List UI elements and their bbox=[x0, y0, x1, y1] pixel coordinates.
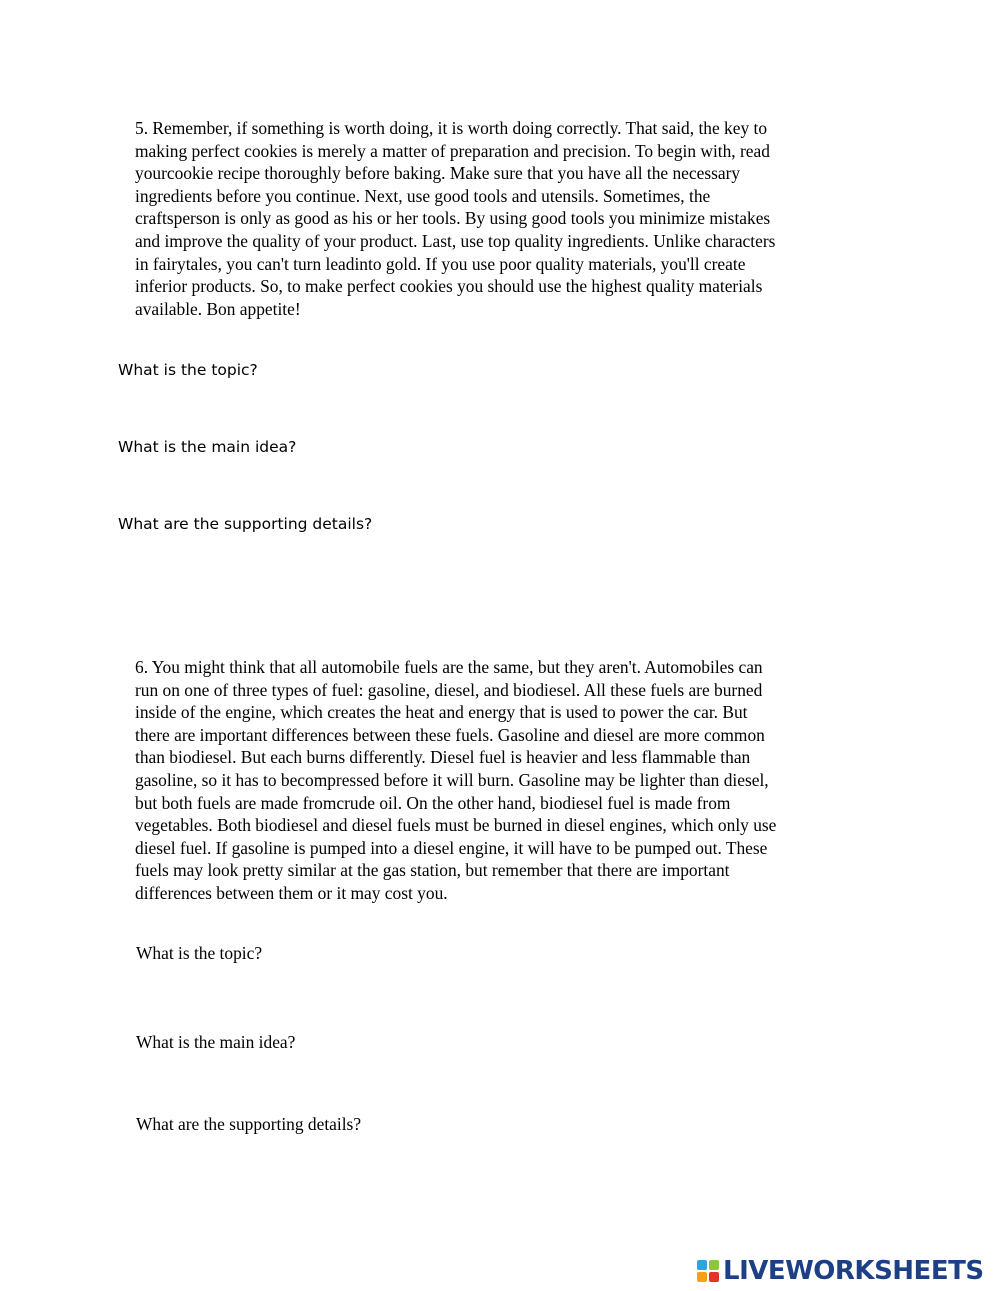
passage-5-line: in fairytales, you can't turn leadinto gold. If you use poor quality materials, you'll create bbox=[135, 253, 746, 274]
question-5-supporting-details: What are the supporting details? bbox=[118, 515, 373, 533]
passage-5-line: available. Bon appetite! bbox=[135, 298, 301, 319]
logo-mark-square bbox=[697, 1272, 707, 1282]
passage-5-line: and improve the quality of your product. Last, use top quality ingredients. Unlike characters bbox=[135, 230, 776, 251]
passage-6-line: 6. You might think that all automobile fuels are the same, but they aren't. Automobiles can bbox=[135, 657, 763, 677]
passage-5-line: inferior products. So, to make perfect cookies you should use the highest quality materials bbox=[135, 276, 763, 297]
passage-5-line: ingredients before you continue. Next, use good tools and utensils. Sometimes, the bbox=[135, 185, 711, 206]
question-5-main-idea: What is the main idea? bbox=[118, 438, 297, 456]
logo-mark-square bbox=[709, 1272, 719, 1282]
passage-6-line: but both fuels are made fromcrude oil. On the other hand, biodiesel fuel is made from bbox=[135, 792, 731, 813]
logo-text: LIVEWORKSHEETS bbox=[723, 1256, 984, 1286]
passage-6 bbox=[135, 656, 875, 905]
passage-6-line: fuels may look pretty similar at the gas station, but remember that there are important bbox=[135, 860, 730, 881]
liveworksheets-logo bbox=[697, 1255, 984, 1287]
passage-6-line: there are important differences between these fuels. Gasoline and diesel are more common bbox=[135, 724, 765, 745]
passage-6-line: vegetables. Both biodiesel and diesel fuels must be burned in diesel engines, which only use bbox=[135, 815, 777, 836]
passage-5-line: 5. Remember, if something is worth doing, it is worth doing correctly. That said, the key to bbox=[135, 118, 768, 138]
logo-mark-icon bbox=[697, 1260, 719, 1282]
question-5-topic: What is the topic? bbox=[118, 361, 258, 379]
question-6-main-idea: What is the main idea? bbox=[136, 1032, 296, 1052]
passage-5-line: yourcookie recipe thoroughly before baking. Make sure that you have all the necessary bbox=[135, 163, 741, 184]
passage-5-line: craftsperson is only as good as his or her tools. By using good tools you minimize mistakes bbox=[135, 208, 771, 229]
passage-5-line: making perfect cookies is merely a matter of preparation and precision. To begin with, read bbox=[135, 140, 770, 161]
passage-6-line: gasoline, so it has to becompressed before it will burn. Gasoline may be lighter than diesel, bbox=[135, 769, 769, 790]
passage-6-line: run on one of three types of fuel: gasoline, diesel, and biodiesel. All these fuels are burned bbox=[135, 679, 763, 700]
passage-6-line: diesel fuel. If gasoline is pumped into a diesel engine, it will have to be pumped out. These bbox=[135, 837, 768, 858]
question-6-topic: What is the topic? bbox=[136, 943, 263, 963]
logo-mark-square bbox=[709, 1260, 719, 1270]
passage-6-line: differences between them or it may cost you. bbox=[135, 882, 448, 903]
question-6-supporting-details: What are the supporting details? bbox=[136, 1114, 362, 1134]
passage-6-line: than biodiesel. But each burns differently. Diesel fuel is heavier and less flammable than bbox=[135, 747, 751, 768]
passage-5 bbox=[135, 117, 875, 320]
logo-mark-square bbox=[697, 1260, 707, 1270]
passage-6-line: inside of the engine, which creates the heat and energy that is used to power the car. But bbox=[135, 702, 748, 723]
